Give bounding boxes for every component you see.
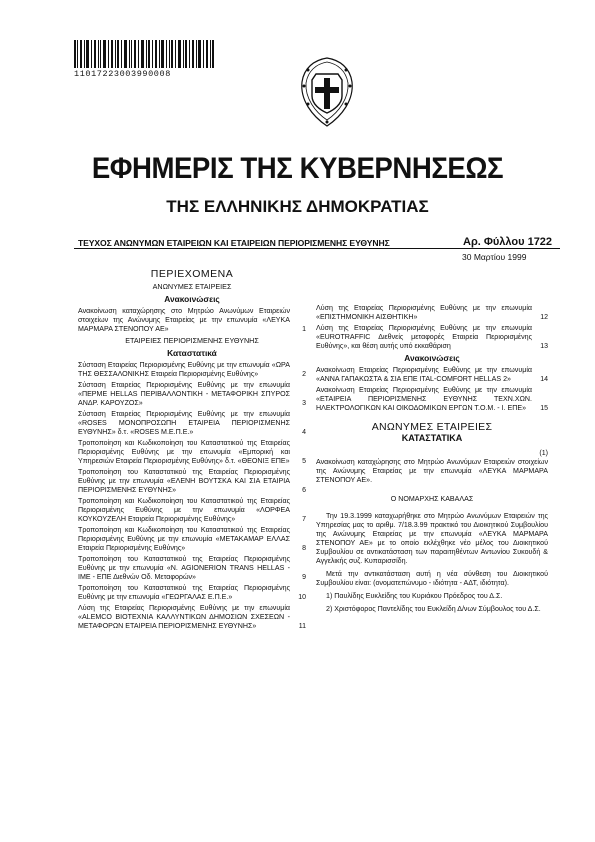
body-paragraph-1: Την 19.3.1999 καταχωρήθηκε στο Μητρώο Ανωνύμων Εταιρειών της Υπηρεσίας μας το αριθμ. 7/18.3.99 πρακτικό του Διοικητικού Συμβουλίου της Ανώνυμης Εταιρείας με την επωνυμία «ΛΕΥΚΑ ΜΑΡΜΑΡΑ ΣΤΕΝΟΠΟΥ ΑΕ» με το οποίο εκλέχθηκε νέο μέλος του Διοικητικού Συμβουλίου σε αντικατάσταση των παραιτηθέντων Αντωνίου Συκουδή & Αγγελικής συζ. Κυπαρισσίδη. — [316, 512, 548, 565]
toc-entry — [78, 526, 306, 553]
toc-entry — [78, 307, 306, 334]
toc-entry-page: 14 — [540, 376, 548, 383]
toc-entry-text: Τροποποίηση και Κωδικοποίηση του Καταστατικού της Εταιρείας Περιορισμένης Ευθύνης με την επωνυμία «ΛΟΡΦΕΑ ΚΟΥΚΟΥΖΕΛΗ Εταιρεία Περιορισμένης Ευθύνης» — [78, 497, 290, 523]
barcode — [74, 40, 214, 68]
toc-entry — [78, 604, 306, 631]
contents-ltd-sub: Καταστατικά — [167, 348, 217, 358]
toc-entry-page: 2 — [302, 371, 306, 378]
toc-entry-page: 8 — [302, 545, 306, 552]
contents-heading: ΠΕΡΙΕΧΟΜΕΝΑ — [150, 268, 234, 280]
toc-entry-text: Τροποποίηση του Καταστατικού της Εταιρείας Περιορισμένης Ευθύνης με την επωνυμία «ΕΛΕΝΗ ΒΟΥΤΣΚΑ ΚΑΙ ΣΙΑ ΕΤΑΙΡΙΑ ΠΕΡΙΟΡΙΣΜΕΝΗΣ ΕΥΘΥΝΗΣ» — [78, 468, 290, 494]
toc-entry-page: 11 — [298, 623, 306, 630]
issue-number: Αρ. Φύλλου 1722 — [463, 236, 553, 248]
toc-entry — [316, 324, 548, 351]
coat-of-arms-emblem — [296, 56, 358, 128]
toc-entry-page: 5 — [302, 458, 306, 465]
contents-ltd-list — [78, 361, 306, 631]
body-item-number: (1) — [539, 449, 548, 457]
contents-sa-heading: ΑΝΩΝΥΜΕΣ ΕΤΑΙΡΕΙΕΣ — [152, 282, 232, 291]
body-item-text: Ανακοίνωση καταχώρησης στο Μητρώο Ανωνύμων Εταιρειών στοιχείων της Ανώνυμης Εταιρείας με την επωνυμία «ΛΕΥΚΑ ΜΑΡΜΑΡΑ ΣΤΕΝΟΠΟΥ ΑΕ». — [316, 458, 548, 484]
toc-entry — [78, 497, 306, 524]
contents-right-sub: Ανακοινώσεις — [404, 353, 460, 363]
toc-entry-page: 3 — [302, 400, 306, 407]
issue-date: 30 Μαρτίου 1999 — [462, 252, 527, 262]
toc-entry-text: Σύσταση Εταιρείας Περιορισμένης Ευθύνης με την επωνυμία «ΩΡΑ ΤΗΣ ΘΕΣΣΑΛΟΝΙΚΗΣ Εταιρεία Περιορισμένης Ευθύνης» — [78, 361, 290, 378]
toc-entry-text: Λύση της Εταιρείας Περιορισμένης Ευθύνης με την επωνυμία «EUROTRAFFIC Διεθνείς μεταφορές Εταιρεία Περιορισμένης Ευθύνης», και θέση αυτής υπό εκκαθάριση — [316, 324, 532, 350]
toc-entry-text: Ανακοίνωση καταχώρησης στο Μητρώο Ανωνύμων Εταιρειών στοιχείων της Ανώνυμης Εταιρείας με την επωνυμία «ΛΕΥΚΑ ΜΑΡΜΑΡΑ ΣΤΕΝΟΠΟΥ ΑΕ» — [78, 307, 290, 333]
body-section-sub: ΚΑΤΑΣΤΑΤΙΚΑ — [401, 433, 463, 443]
toc-entry-page: 10 — [298, 594, 306, 601]
issue-type: ΤΕΥΧΟΣ ΑΝΩΝΥΜΩΝ ΕΤΑΙΡΕΙΩΝ ΚΑΙ ΕΤΑΙΡΕΙΩΝ ΠΕΡΙΟΡΙΣΜΕΝΗΣ ΕΥΘΥΝΗΣ — [78, 238, 390, 248]
toc-entry-text: Τροποποίηση του Καταστατικού της Εταιρείας Περιορισμένης Ευθύνης με την επωνυμία «Ν. AGIONERION TRANS HELLAS - ΙΜΕ - ΕΠΕ Διεθνών Οδ. Μεταφορών» — [78, 555, 290, 581]
toc-entry-text: Τροποποίηση και Κωδικοποίηση του Καταστατικού της Εταιρείας Περιορισμένης Ευθύνης με την επωνυμία «ΜΕΤΑΚΑΜΑΡ ΕΛΛΑΣ Εταιρεία Περιορισμένης Ευθύνης» — [78, 526, 290, 552]
toc-entry-page: 13 — [540, 343, 548, 350]
toc-entry-text: Σύσταση Εταιρείας Περιορισμένης Ευθύνης με την επωνυμία «ROSES ΜΟΝΟΠΡΟΣΩΠΗ ΕΤΑΙΡΕΙΑ ΠΕΡΙΟΡΙΣΜΕΝΗΣ ΕΥΘΥΝΗΣ» δ.τ. «ROSES Μ.Ε.Π.Ε.» — [78, 410, 290, 436]
toc-entry — [316, 304, 548, 322]
toc-entry-page: 12 — [540, 314, 548, 321]
toc-entry-text: Τροποποίηση και Κωδικοποίηση του Καταστατικού της Εταιρείας Περιορισμένης Ευθύνης με την επωνυμία «Εμπορική και Υπηρεσιών Εταιρεία Περιορισμένης Ευθύνης» δ.τ. «ΘΕΟΝΙΞ ΕΠΕ» — [78, 439, 290, 465]
toc-entry — [78, 410, 306, 437]
contents-left-column — [78, 270, 306, 633]
toc-entry-text: Λύση της Εταιρείας Περιορισμένης Ευθύνης με την επωνυμία «ALEMCO ΒΙΟΤΕΧΝΙΑ ΚΑΛΛΥΝΤΙΚΩΝ ΔΗΜΟΣΙΩΝ ΣΧΕΣΕΩΝ - ΜΕΤΑΦΟΡΩΝ ΕΤΑΙΡΕΙΑ ΠΕΡΙΟΡΙΣΜΕΝΗΣ ΕΥΘΥΝΗΣ» — [78, 604, 290, 630]
toc-entry — [316, 366, 548, 384]
toc-entry-text: Τροποποίηση του Καταστατικού της Εταιρείας Περιορισμένης Ευθύνης με την επωνυμία «ΓΕΩΡΓΑΛΑΣ Ε.Π.Ε.» — [78, 584, 290, 601]
toc-entry-page: 1 — [302, 326, 306, 333]
toc-entry-text: Λύση της Εταιρείας Περιορισμένης Ευθύνης με την επωνυμία «ΕΠΙΣΤΗΜΟΝΙΚΗ ΑΙΣΘΗΤΙΚΗ» — [316, 304, 532, 321]
body-member-1: 1) Παυλίδης Ευκλείδης του Κυριάκου Πρόεδρος του Δ.Σ. — [326, 592, 503, 600]
contents-right-list — [316, 304, 548, 351]
contents-sa-list — [78, 307, 306, 334]
body-section-heading: ΑΝΩΝΥΜΕΣ ΕΤΑΙΡΕΙΕΣ — [371, 421, 493, 433]
toc-entry-page: 15 — [540, 405, 548, 412]
toc-entry — [316, 386, 548, 413]
header-rule — [74, 248, 560, 249]
toc-entry-page: 6 — [302, 487, 306, 494]
toc-entry-page: 4 — [302, 429, 306, 436]
body-member-2: 2) Χριστόφορος Παντελίδης του Ευκλείδη Δ/νων Σύμβουλος του Δ.Σ. — [326, 605, 541, 613]
contents-right-list2 — [316, 366, 548, 413]
toc-entry — [78, 468, 306, 495]
toc-entry-page: 9 — [302, 574, 306, 581]
toc-entry-text: Ανακοίνωση Εταιρείας Περιορισμένης Ευθύνης με την επωνυμία «ΕΤΑΙΡΕΙΑ ΠΕΡΙΟΡΙΣΜΕΝΗΣ ΕΥΘΥΝΗΣ ΤΕΧΝ.ΧΩΝ. ΗΛΕΚΤΡΟΛΟΓΙΚΩΝ ΚΑΙ ΟΙΚΟΔΟΜΙΚΩΝ ΕΡΓΩΝ Τ.Ο.Μ. - Ι. ΕΠΕ» — [316, 386, 532, 412]
gazette-subtitle: ΤΗΣ ΕΛΛΗΝΙΚΗΣ ΔΗΜΟΚΡΑΤΙΑΣ — [166, 197, 429, 216]
toc-entry — [78, 361, 306, 379]
toc-entry — [78, 555, 306, 582]
toc-entry-page: 7 — [302, 516, 306, 523]
contents-right-column — [316, 304, 548, 618]
toc-entry — [78, 381, 306, 408]
gazette-title: ΕΦΗΜΕΡΙΣ ΤΗΣ ΚΥΒΕΡΝΗΣΕΩΣ — [91, 152, 504, 185]
toc-entry-text: Ανακοίνωση Εταιρείας Περιορισμένης Ευθύνης με την επωνυμία «ΑΝΝΑ ΓΑΠΑΚΩΣΤΑ & ΣΙΑ ΕΠΕ ITAL-COMFORT HELLAS 2» — [316, 366, 532, 383]
body-paragraph-2: Μετά την αντικατάσταση αυτή η νέα σύνθεση του Διοικητικού Συμβουλίου είναι: (ονοματεπώνυμο - ιδιότητα - ΑΔΤ, ιδιότητα). — [316, 570, 548, 587]
toc-entry-text: Σύσταση Εταιρείας Περιορισμένης Ευθύνης με την επωνυμία «ΠΕΡΜΕ HELLAS ΠΕΡΙΒΑΛΛΟΝΤΙΚΗ - ΜΕΤΑΦΟΡΙΚΗ ΣΠΥΡΟΣ ΑΝΔΡ. ΚΑΡΟΥΖΟΣ» — [78, 381, 290, 407]
barcode-number: 11017223003990008 — [74, 69, 171, 79]
contents-sa-sub: Ανακοινώσεις — [164, 294, 220, 304]
contents-ltd-heading: ΕΤΑΙΡΕΙΕΣ ΠΕΡΙΟΡΙΣΜΕΝΗΣ ΕΥΘΥΝΗΣ — [125, 336, 259, 345]
body-prefect: Ο ΝΟΜΑΡΧΗΣ ΚΑΒΑΛΑΣ — [390, 495, 474, 503]
toc-entry — [78, 584, 306, 602]
toc-entry — [78, 439, 306, 466]
